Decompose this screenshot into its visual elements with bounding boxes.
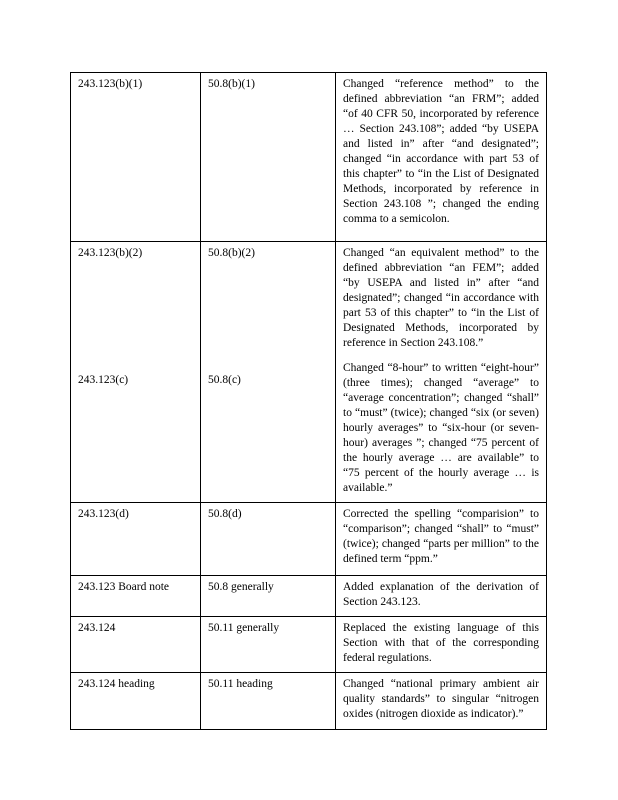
federal-rule-label: 50.8(d) — [208, 508, 242, 520]
rule-comparison-table — [70, 72, 547, 730]
change-description-cell — [336, 73, 547, 242]
federal-rule-cell — [201, 673, 336, 730]
change-description-cell — [336, 576, 547, 617]
state-rule-label: 243.124 — [78, 622, 116, 634]
state-rule-cell — [71, 673, 201, 730]
federal-rule-label: 50.8(b)(1) — [208, 78, 255, 90]
table-row — [71, 617, 547, 673]
change-description-cell — [336, 242, 547, 503]
federal-rule-cell — [201, 73, 336, 242]
state-rule-label: 243.123(c) — [78, 374, 129, 386]
federal-rule-cell — [201, 617, 336, 673]
state-rule-cell — [71, 617, 201, 673]
federal-rule-label: 50.8 generally — [208, 581, 274, 593]
change-description-cell — [336, 673, 547, 730]
state-rule-cell — [71, 242, 201, 503]
state-rule-label: 243.123(d) — [78, 508, 129, 520]
change-text: Added explanation of the derivation of Section 243.123. — [343, 581, 539, 608]
table-row — [71, 576, 547, 617]
federal-rule-label: 50.8(b)(2) — [208, 247, 255, 259]
change-text: Corrected the spelling “comparision” to “comparison”; changed “shall” to “must” (twice); changed “parts per million” to the defined term “ppm.” — [343, 508, 539, 565]
change-text: Changed “8-hour” to written “eight-hour” (three times); changed “average” to “average concentration”; changed “shall” to “must” (twice); changed “six (or seven) hourly averages” to “six-hour (or seven-hour) averages ”; changed “75 percent of the hourly average … are available” to “75 percent of the hourly average … is available.” — [343, 362, 539, 494]
change-text: Changed “national primary ambient air quality standards” to singular “nitrogen oxides (nitrogen dioxide as indicator).” — [343, 678, 539, 720]
state-rule-cell — [71, 73, 201, 242]
state-rule-cell — [71, 503, 201, 576]
change-text: Changed “reference method” to the defined abbreviation “an FRM”; added “of 40 CFR 50, incorporated by reference … Section 243.108”; added “by USEPA and listed in” after “and designated”; changed “in accordance with part 53 of this chapter” to “in the List of Designated Methods, incorporated by reference in Section 243.108 ”; changed the ending comma to a semicolon. — [343, 78, 539, 225]
change-description-cell — [336, 503, 547, 576]
table-row — [71, 673, 547, 730]
state-rule-label: 243.123(b)(2) — [78, 247, 143, 259]
federal-rule-label: 50.11 heading — [208, 678, 273, 690]
change-text: Replaced the existing language of this Section with that of the corresponding federal regulations. — [343, 622, 539, 664]
state-rule-label: 243.123 Board note — [78, 581, 170, 593]
table-row — [71, 242, 547, 503]
federal-rule-label: 50.8(c) — [208, 374, 241, 386]
state-rule-label: 243.124 heading — [78, 678, 155, 690]
state-rule-cell — [71, 576, 201, 617]
table-row — [71, 503, 547, 576]
federal-rule-cell — [201, 576, 336, 617]
table-row — [71, 73, 547, 242]
change-description-cell — [336, 617, 547, 673]
federal-rule-label: 50.11 generally — [208, 622, 280, 634]
federal-rule-cell — [201, 242, 336, 503]
state-rule-label: 243.123(b)(1) — [78, 78, 143, 90]
change-text: Changed “an equivalent method” to the defined abbreviation “an FEM”; added “by USEPA and listed in” after “and designated”; changed “in accordance with part 53 of this chapter” to “in the List of Designated Methods, incorporated by reference in Section 243.108.” — [343, 247, 539, 349]
federal-rule-cell — [201, 503, 336, 576]
